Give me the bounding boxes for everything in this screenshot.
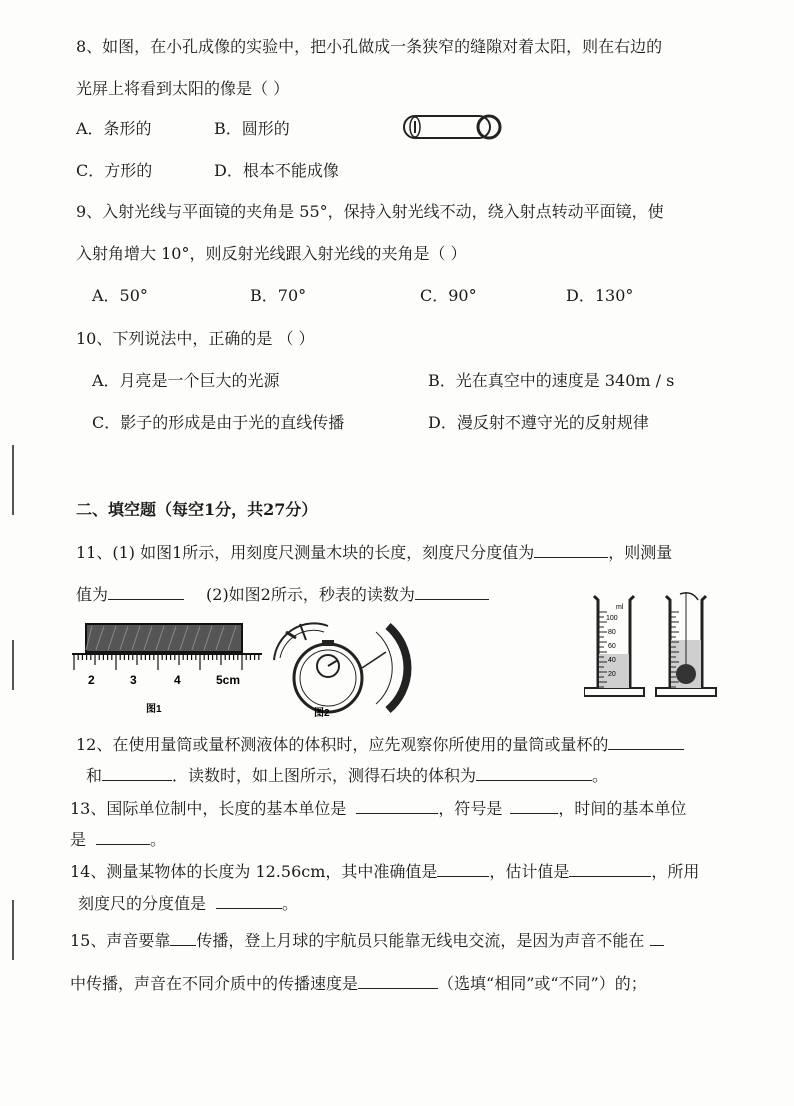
- cylinder-tick-label: 80: [608, 629, 616, 636]
- q8-option-d: D．根本不能成像: [214, 161, 339, 180]
- q14-line1: [70, 860, 699, 883]
- q8-line1: 8、如图，在小孔成像的实验中，把小孔做成一条狭窄的缝隙对着太阳，则在右边的: [76, 37, 663, 56]
- answer-blank[interactable]: [356, 797, 438, 814]
- ruler-tick-label: 2: [88, 673, 95, 687]
- q13-line2: [70, 828, 166, 851]
- q13-text: 。: [150, 830, 167, 849]
- q13-text: ，时间的基本单位: [558, 799, 687, 818]
- q11-text: 11、(1) 如图1所示，用刻度尺测量木块的长度，刻度尺分度值为: [76, 543, 535, 562]
- q10-option-c: C．影子的形成是由于光的直线传播: [92, 413, 345, 432]
- answer-blank[interactable]: [510, 797, 558, 814]
- answer-blank[interactable]: [102, 764, 172, 781]
- ruler-tick-label: 3: [130, 673, 137, 687]
- answer-blank[interactable]: [569, 860, 651, 877]
- q10-option-a: A．月亮是一个巨大的光源: [92, 371, 280, 390]
- cylinder-tick-label: 60: [608, 643, 616, 650]
- q13-line1: [70, 797, 686, 820]
- answer-blank[interactable]: [650, 929, 664, 946]
- q15-text: 中传播，声音在不同介质中的传播速度是: [70, 974, 359, 993]
- q8-line2: 光屏上将看到太阳的像是（ ）: [76, 79, 290, 98]
- q12-text: 和: [86, 766, 103, 785]
- q8-option-c: C．方形的: [76, 161, 153, 180]
- q15-line2: [70, 972, 647, 995]
- q14-text: 。: [282, 894, 299, 913]
- q11-line1: [76, 541, 672, 564]
- q11-text: 值为: [76, 585, 109, 604]
- answer-blank[interactable]: [608, 733, 684, 750]
- q11-text: ，则测量: [608, 543, 673, 562]
- q13-text: ，符号是: [438, 799, 503, 818]
- answer-blank[interactable]: [216, 892, 282, 909]
- q14-text: 刻度尺的分度值是: [78, 894, 207, 913]
- q8-option-a: A．条形的: [76, 119, 152, 138]
- ruler-figure: [72, 622, 264, 718]
- answer-blank[interactable]: [170, 929, 196, 946]
- q9-option-c: C．90°: [420, 286, 477, 305]
- q9-line2: 入射角增大 10°，则反射光线跟入射光线的夹角是（ ）: [76, 244, 467, 263]
- figure-caption: 图1: [146, 704, 162, 715]
- q15-line1: [70, 929, 664, 952]
- q15-text: 传播，登上月球的宇航员只能靠无线电交流，是因为声音不能在: [196, 931, 645, 950]
- q13-text: 13、国际单位制中，长度的基本单位是: [70, 799, 347, 818]
- q9-option-b: B．70°: [250, 286, 307, 305]
- q10-line1: 10、下列说法中，正确的是 （ ）: [76, 329, 315, 348]
- q11-line2: [76, 583, 489, 606]
- q12-text: ．读数时，如上图所示，测得石块的体积为: [172, 766, 477, 785]
- margin-mark: [12, 445, 14, 515]
- q15-text: （选填“相同”或“不同”）的；: [438, 974, 647, 993]
- q12-text: 。: [592, 766, 609, 785]
- q12-line1: [76, 733, 684, 756]
- stopwatch-figure: [266, 618, 416, 718]
- q14-text: ，估计值是: [489, 862, 570, 881]
- q12-text: 12、在使用量筒或量杯测液体的体积时，应先观察你所使用的量筒或量杯的: [76, 735, 609, 754]
- answer-blank[interactable]: [96, 828, 150, 845]
- figure-caption: 图2: [314, 708, 330, 718]
- q14-text: 14、测量某物体的长度为 12.56cm，其中准确值是: [70, 862, 438, 881]
- slit-camera-figure: [402, 112, 502, 142]
- answer-blank[interactable]: [415, 583, 489, 600]
- answer-blank[interactable]: [534, 541, 608, 558]
- answer-blank[interactable]: [108, 583, 184, 600]
- cylinder-tick-label: 20: [608, 671, 616, 678]
- section-title: 二、填空题（每空1分，共27分）: [76, 500, 318, 519]
- q10-option-d: D．漫反射不遵守光的反射规律: [428, 413, 649, 432]
- q14-line2: [78, 892, 298, 915]
- answer-blank[interactable]: [476, 764, 592, 781]
- cylinder-unit: ml: [616, 604, 624, 611]
- q8-option-b: B．圆形的: [214, 119, 290, 138]
- q9-line1: 9、入射光线与平面镜的夹角是 55°，保持入射光线不动，绕入射点转动平面镜，使: [76, 202, 664, 221]
- q13-text: 是: [70, 830, 87, 849]
- q10-option-b: B．光在真空中的速度是 340m / s: [428, 371, 675, 390]
- margin-mark: [12, 900, 14, 960]
- q9-option-d: D．130°: [566, 286, 634, 305]
- answer-blank[interactable]: [358, 972, 438, 989]
- cylinder-tick-label: 40: [608, 657, 616, 664]
- answer-blank[interactable]: [437, 860, 489, 877]
- q14-text: ，所用: [651, 862, 700, 881]
- q15-text: 15、声音要靠: [70, 931, 171, 950]
- q12-line2: [86, 764, 608, 787]
- ruler-tick-label: 5cm: [216, 673, 241, 687]
- graduated-cylinders-figure: [584, 592, 724, 698]
- ruler-tick-label: 4: [174, 673, 181, 687]
- q9-option-a: A．50°: [92, 286, 148, 305]
- margin-mark: [12, 640, 14, 690]
- q11-text: (2)如图2所示，秒表的读数为: [206, 585, 415, 604]
- cylinder-tick-label: 100: [606, 615, 618, 622]
